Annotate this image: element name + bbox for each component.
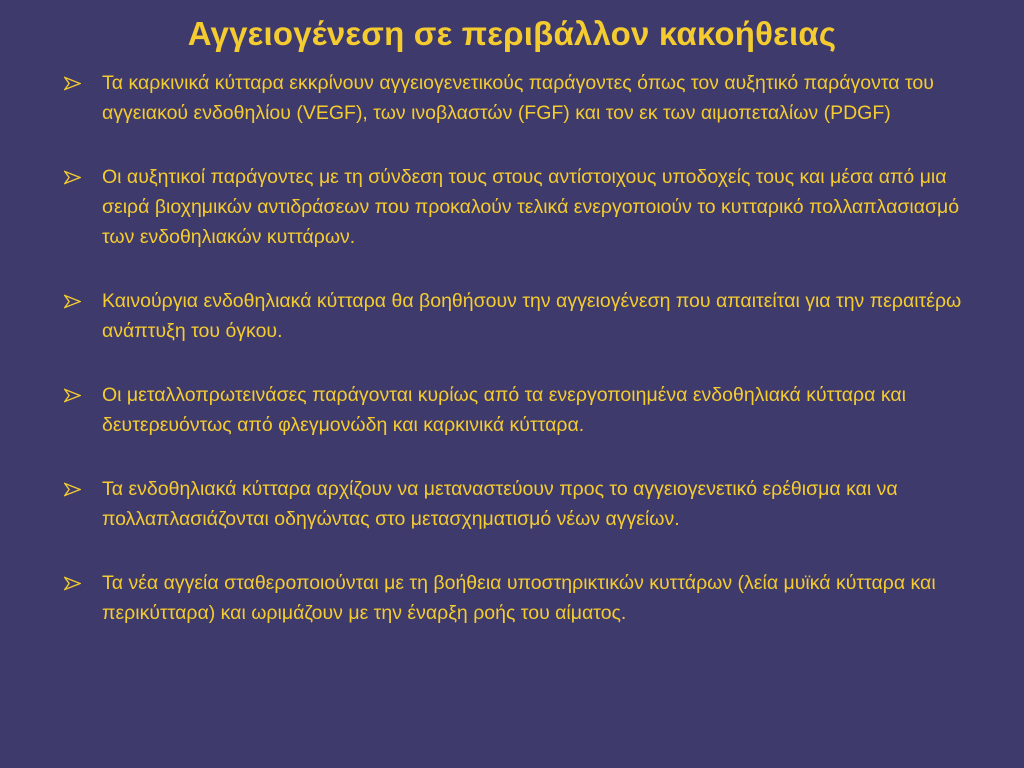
- arrowhead-bullet-icon: [64, 380, 102, 410]
- bullet-text: Τα νέα αγγεία σταθεροποιούνται με τη βοήθεια υποστηρικτικών κυττάρων (λεία μυϊκά κύτταρα και περικύτταρα) και ωριμάζουν με την έναρξη ροής του αίματος.: [102, 572, 936, 624]
- bullet-item: [64, 68, 974, 128]
- bullet-item: [64, 568, 974, 628]
- bullet-item: [64, 474, 974, 534]
- arrowhead-bullet-icon: [64, 68, 102, 98]
- bullet-text: Τα καρκινικά κύτταρα εκκρίνουν αγγειογενετικούς παράγοντες όπως τον αυξητικό παράγοντα του αγγειακού ενδοθηλίου (VEGF), των ινοβλαστών (FGF) και τον εκ των αιμοπεταλίων (PDGF): [102, 72, 934, 124]
- bullet-item: [64, 286, 974, 346]
- arrowhead-bullet-icon: [64, 568, 102, 598]
- bullet-item: [64, 380, 974, 440]
- arrowhead-bullet-icon: [64, 162, 102, 192]
- arrowhead-bullet-icon: [64, 474, 102, 504]
- bullet-text: Οι αυξητικοί παράγοντες με τη σύνδεση τους στους αντίστοιχους υποδοχείς τους και μέσα από μια σειρά βιοχημικών αντιδράσεων που προκαλούν τελικά ενεργοποιούν το κυτταρικό πολλαπλασιασμό των ενδοθηλιακών κυττάρων.: [102, 166, 960, 248]
- bullet-text: Οι μεταλλοπρωτεινάσες παράγονται κυρίως από τα ενεργοποιημένα ενδοθηλιακά κύτταρα και δευτερευόντως από φλεγμονώδη και καρκινικά κύτταρα.: [102, 384, 906, 436]
- bullet-text: Τα ενδοθηλιακά κύτταρα αρχίζουν να μεταναστεύουν προς το αγγειογενετικό ερέθισμα και να πολλαπλασιάζονται οδηγώντας στο μετασχηματισμό νέων αγγείων.: [102, 478, 898, 530]
- bullet-list: [64, 68, 974, 662]
- arrowhead-bullet-icon: [64, 286, 102, 316]
- bullet-text: Καινούργια ενδοθηλιακά κύτταρα θα βοηθήσουν την αγγειογένεση που απαιτείται για την περαιτέρω ανάπτυξη του όγκου.: [102, 290, 962, 342]
- slide-title: Αγγειογένεση σε περιβάλλον κακοήθειας: [187, 15, 837, 52]
- bullet-item: [64, 162, 974, 252]
